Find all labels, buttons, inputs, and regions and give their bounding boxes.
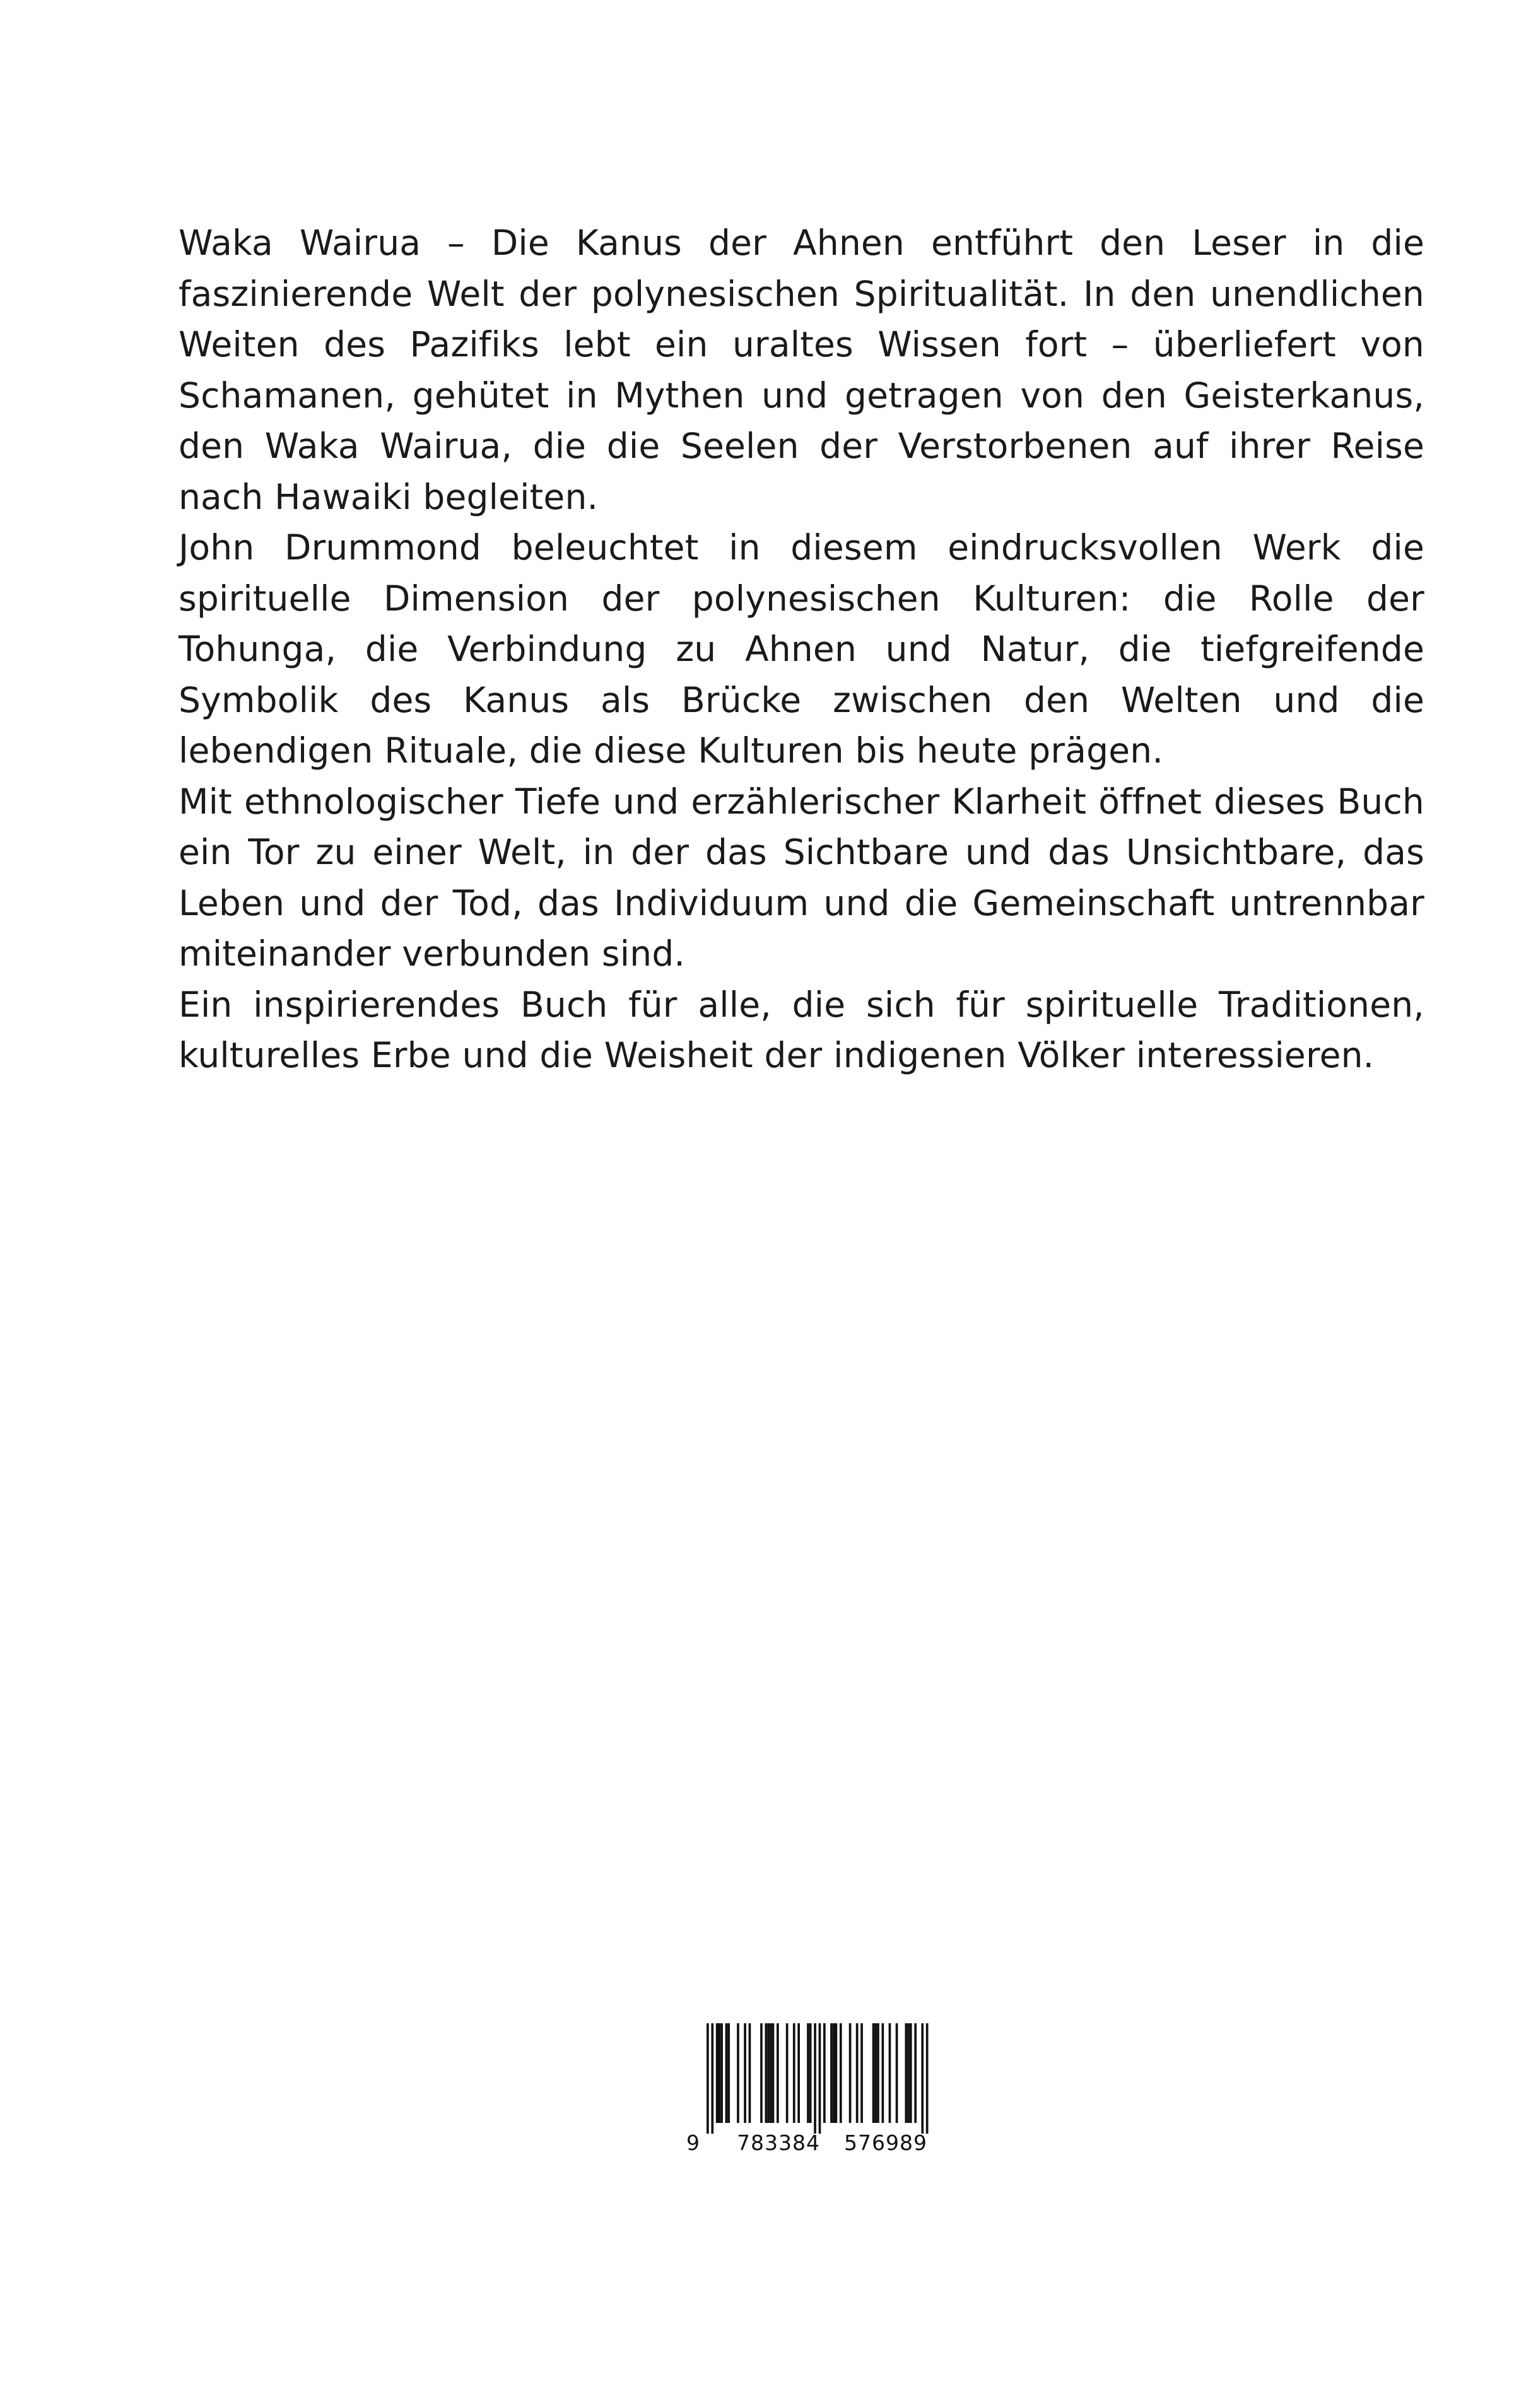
- barcode-bar: [777, 2023, 779, 2123]
- barcode-bar: [833, 2023, 835, 2123]
- barcode-digit-first: 9: [686, 2130, 700, 2155]
- barcode-bars: [681, 2023, 971, 2134]
- blurb-paragraph-3: Mit ethnologischer Tiefe und erzählerischer Klarheit öffnet dieses Buch ein Tor zu einer Welt, in der das Sichtbare und das Unsichtbare, das Leben und der Tod, das Individuum und die Gemeinschaft untrennbar miteinander verbunden sind.: [179, 781, 1424, 974]
- barcode-bar: [910, 2023, 912, 2123]
- barcode-bar: [807, 2023, 809, 2123]
- barcode-bar: [882, 2023, 884, 2123]
- barcode-bar: [819, 2023, 821, 2134]
- blurb-paragraph-1: Waka Wairua – Die Kanus der Ahnen entführt den Leser in die faszinierende Welt der polynesischen Spiritualität. In den unendlichen Weiten des Pazifiks lebt ein uraltes Wissen fort – überliefert von Schamanen, gehütet in Mythen und getragen von den Geisterkanus, den Waka Wairua, die die Seelen der Verstorbenen auf ihrer Reise nach Hawaiki begleiten.: [179, 223, 1424, 517]
- blurb-text: [179, 218, 1424, 1081]
- barcode-bar: [786, 2023, 789, 2123]
- barcode-bar: [830, 2023, 833, 2123]
- barcode-digits-left: 783384: [737, 2130, 820, 2155]
- barcode-bar: [921, 2023, 924, 2134]
- barcode-bar: [716, 2023, 719, 2123]
- barcode-bar: [849, 2023, 852, 2123]
- barcode-bar: [707, 2023, 709, 2134]
- barcode-bar: [905, 2023, 908, 2123]
- barcode-bar: [737, 2023, 739, 2123]
- barcode-bar: [860, 2023, 863, 2123]
- blurb-paragraph-2: John Drummond beleuchtet in diesem eindrucksvollen Werk die spirituelle Dimension der polynesischen Kulturen: die Rolle der Tohunga, die Verbindung zu Ahnen und Natur, die tiefgreifende Symbolik des Kanus als Brücke zwischen den Welten und die lebendigen Rituale, die diese Kulturen bis heute prägen.: [179, 527, 1424, 771]
- barcode-bar: [749, 2023, 751, 2123]
- barcode-bar: [840, 2023, 842, 2123]
- barcode-bar: [907, 2023, 910, 2123]
- barcode-bar: [874, 2023, 877, 2123]
- barcode-bar: [767, 2023, 770, 2123]
- barcode-bar: [896, 2023, 898, 2123]
- barcode-bar: [814, 2023, 816, 2134]
- barcode-bar: [760, 2023, 763, 2123]
- barcode-bar: [797, 2023, 800, 2123]
- barcode-bar: [926, 2023, 929, 2134]
- isbn-barcode: [681, 2023, 971, 2162]
- barcode-bar: [809, 2023, 812, 2123]
- barcode-bar: [744, 2023, 746, 2123]
- barcode-digits-right: 576989: [844, 2130, 927, 2155]
- barcode-bar: [793, 2023, 795, 2123]
- blurb-paragraph-4: Ein inspirierendes Buch für alle, die sich für spirituelle Traditionen, kulturelles Erbe und die Weisheit der indigenen Völker interessieren.: [179, 984, 1424, 1075]
- barcode-bar: [719, 2023, 721, 2123]
- barcode-bar: [725, 2023, 728, 2123]
- barcode-bar: [914, 2023, 917, 2123]
- barcode-bar: [727, 2023, 730, 2123]
- barcode-bar: [889, 2023, 891, 2123]
- barcode-bar: [711, 2023, 713, 2134]
- barcode-bar: [877, 2023, 879, 2123]
- barcode-bar: [856, 2023, 859, 2123]
- barcode-bar: [772, 2023, 775, 2123]
- barcode-bar: [720, 2023, 723, 2123]
- barcode-bar: [872, 2023, 875, 2123]
- barcode-bar: [823, 2023, 826, 2123]
- barcode-bar: [765, 2023, 768, 2123]
- barcode-bar: [835, 2023, 838, 2123]
- barcode-digits: [681, 2129, 971, 2157]
- barcode-bar: [770, 2023, 772, 2123]
